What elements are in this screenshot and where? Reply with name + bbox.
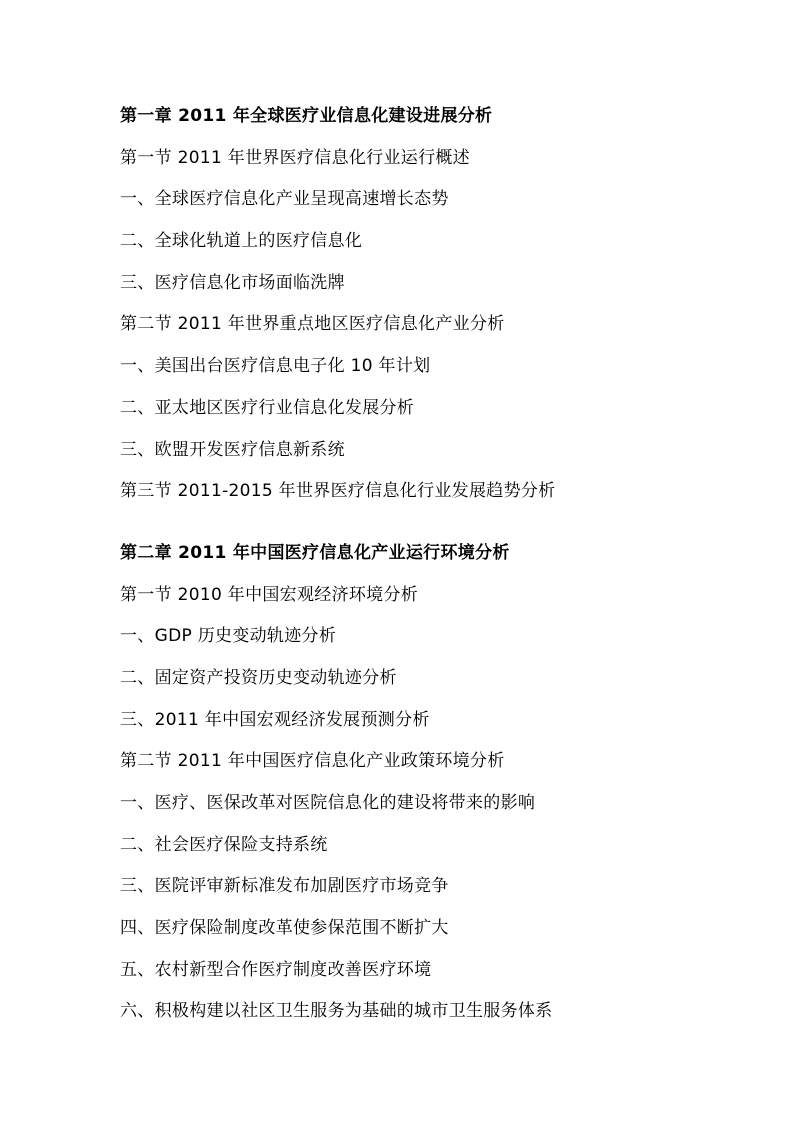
subsection-item: 四、医疗保险制度改革使参保范围不断扩大 — [120, 918, 449, 939]
subsection-item: 六、积极构建以社区卫生服务为基础的城市卫生服务体系 — [120, 1001, 553, 1022]
section-heading: 第一节 2011 年世界医疗信息化行业运行概述 — [120, 147, 470, 168]
table-of-contents — [120, 103, 760, 1040]
subsection-item: 三、欧盟开发医疗信息新系统 — [120, 439, 345, 460]
subsection-item: 五、农村新型合作医疗制度改善医疗环境 — [120, 959, 432, 980]
section-heading: 第二节 2011 年世界重点地区医疗信息化产业分析 — [120, 314, 505, 335]
subsection-item: 一、美国出台医疗信息电子化 10 年计划 — [120, 356, 431, 377]
subsection-item: 一、全球医疗信息化产业呈现高速增长态势 — [120, 189, 449, 210]
section-heading: 第三节 2011-2015 年世界医疗信息化行业发展趋势分析 — [120, 481, 556, 502]
subsection-item: 三、医院评审新标准发布加剧医疗市场竞争 — [120, 876, 449, 897]
chapter-spacer — [120, 520, 760, 540]
chapter-heading: 第二章 2011 年中国医疗信息化产业运行环境分析 — [120, 542, 510, 563]
subsection-item: 一、医疗、医保改革对医院信息化的建设将带来的影响 — [120, 793, 536, 813]
subsection-item: 二、固定资产投资历史变动轨迹分析 — [120, 667, 397, 688]
subsection-item: 二、亚太地区医疗行业信息化发展分析 — [120, 397, 415, 418]
section-heading: 第一节 2010 年中国宏观经济环境分析 — [120, 584, 419, 605]
subsection-item: 一、GDP 历史变动轨迹分析 — [120, 626, 337, 647]
subsection-item: 三、医疗信息化市场面临洗牌 — [120, 272, 345, 293]
subsection-item: 二、全球化轨道上的医疗信息化 — [120, 231, 363, 252]
subsection-item: 三、2011 年中国宏观经济发展预测分析 — [120, 709, 430, 730]
chapter-heading: 第一章 2011 年全球医疗业信息化建设进展分析 — [120, 106, 493, 126]
section-heading: 第二节 2011 年中国医疗信息化产业政策环境分析 — [120, 751, 505, 772]
subsection-item: 二、社会医疗保险支持系统 — [120, 834, 328, 855]
